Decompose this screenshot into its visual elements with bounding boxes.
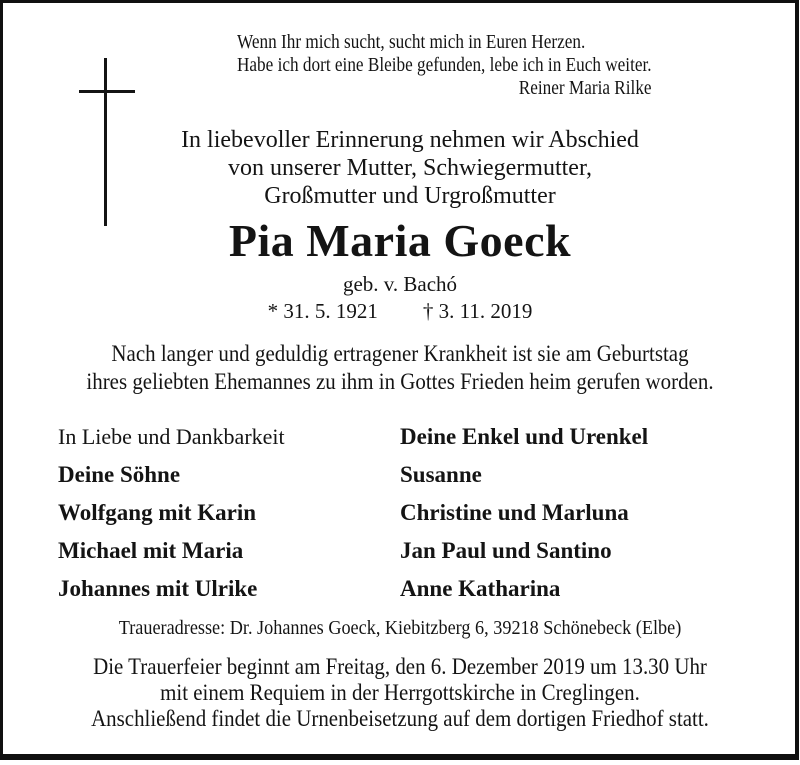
funeral-line-3: Anschließend findet die Urnenbeisetzung auf dem dortigen Friedhof statt. [91,706,709,731]
intro-line-3: Großmutter und Urgroßmutter [264,183,556,209]
mourner-left-4: Johannes mit Ulrike [58,576,258,601]
quote-block [237,31,652,100]
mourners-list [58,424,648,614]
funeral-info [36,654,764,732]
mourner-right-3: Jan Paul und Santino [400,538,612,563]
funeral-line-1: Die Trauerfeier beginnt am Freitag, den 6. Dezember 2019 um 13.30 Uhr [93,654,707,679]
quote-line-2: Habe ich dort eine Bleibe gefunden, lebe ich in Euch weiter. [237,54,652,76]
message-line-2: ihres geliebten Ehemannes zu ihm in Gottes Frieden heim gerufen worden. [86,369,714,394]
birth-date: * 31. 5. 1921 [267,299,378,323]
mourner-right-2: Christine und Marluna [400,500,629,525]
deceased-name: Pia Maria Goeck [228,215,572,266]
death-date: † 3. 11. 2019 [422,299,533,323]
cross-horizontal-bar [79,90,135,93]
mourners-right-header: Deine Enkel und Urenkel [400,424,649,449]
life-dates [0,299,800,324]
funeral-line-2: mit einem Requiem in der Herrgottskirche in Creglingen. [160,680,640,705]
mourners-left-header: In Liebe und Dankbarkeit [58,424,285,449]
quote-attribution: Reiner Maria Rilke [518,77,652,99]
mourning-address: Traueradresse: Dr. Johannes Goeck, Kiebitzberg 6, 39218 Schönebeck (Elbe) [118,617,682,639]
intro-text [10,126,800,210]
mourner-left-3: Michael mit Maria [58,538,244,563]
maiden-name: geb. v. Bachó [342,272,458,296]
mourner-left-2: Wolfgang mit Karin [58,500,257,525]
message-line-1: Nach langer und geduldig ertragener Krankheit ist sie am Geburtstag [111,341,689,366]
mourner-right-4: Anne Katharina [400,576,561,601]
intro-line-1: In liebevoller Erinnerung nehmen wir Abschied [181,127,639,153]
quote-line-1: Wenn Ihr mich sucht, sucht mich in Euren Herzen. [237,31,586,53]
intro-line-2: von unserer Mutter, Schwiegermutter, [228,155,592,181]
memorial-message [36,340,764,396]
mourner-right-1: Susanne [400,462,482,487]
mourner-left-1: Deine Söhne [58,462,181,487]
